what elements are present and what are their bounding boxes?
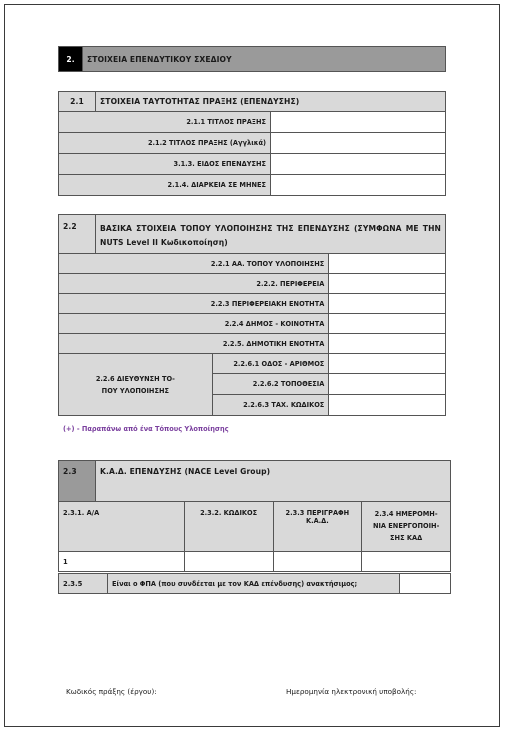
section-2-3-title: Κ.Α.Δ. ΕΠΕΝΔΥΣΗΣ (NACE Level Group)	[96, 461, 451, 502]
column-header-aa: 2.3.1. Α/Α	[59, 502, 185, 552]
vat-question: Είναι ο ΦΠΑ (που συνδέεται με τον ΚΑΔ επένδυσης) ανακτήσιμος;	[108, 574, 400, 594]
section-2-2-table	[58, 214, 446, 416]
section-2-header	[58, 46, 446, 72]
label-2-2-2: 2.2.2. ΠΕΡΙΦΕΡΕΙΑ	[59, 274, 329, 294]
field-2-2-4[interactable]	[329, 314, 446, 334]
column-header-code: 2.3.2. ΚΩΔΙΚΟΣ	[184, 502, 273, 552]
field-3-1-3[interactable]	[271, 154, 446, 175]
section-2-3-number: 2.3	[59, 461, 96, 502]
label-2-2-6-line2: ΠΟΥ ΥΛΟΠΟΙΗΣΗΣ	[101, 386, 169, 395]
label-2-2-5: 2.2.5. ΔΗΜΟΤΙΚΗ ΕΝΟΤΗΤΑ	[59, 334, 329, 354]
field-2-2-3[interactable]	[329, 294, 446, 314]
section-2-2-number: 2.2	[59, 215, 96, 254]
label-2-2-6	[59, 354, 213, 416]
vat-number: 2.3.5	[59, 574, 108, 594]
field-2-2-6-1[interactable]	[329, 354, 446, 374]
field-2-2-6-3[interactable]	[329, 395, 446, 416]
field-2-1-1[interactable]	[271, 112, 446, 133]
section-2-2-title	[96, 215, 446, 254]
multiple-locations-note: (+) - Παραπάνω από ένα Τόπους Υλοποίησης	[63, 425, 229, 433]
row-1-code-field[interactable]	[184, 552, 273, 572]
field-2-2-1[interactable]	[329, 254, 446, 274]
column-header-activation-date	[362, 502, 451, 552]
field-2-1-4[interactable]	[271, 175, 446, 196]
field-2-2-5[interactable]	[329, 334, 446, 354]
label-2-2-6-line1: 2.2.6 ΔΙΕΥΘΥΝΣΗ ΤΟ-	[95, 374, 175, 383]
section-2-1-title: ΣΤΟΙΧΕΙΑ ΤΑΥΤΟΤΗΤΑΣ ΠΡΑΞΗΣ (ΕΠΕΝΔΥΣΗΣ)	[96, 92, 446, 112]
label-2-1-4: 2.1.4. ΔΙΑΡΚΕΙΑ ΣΕ ΜΗΝΕΣ	[59, 175, 271, 196]
label-2-2-6-1: 2.2.6.1 ΟΔΟΣ - ΑΡΙΘΜΟΣ	[212, 354, 329, 374]
column-header-activation-date-line1: 2.3.4 ΗΜΕΡΟΜΗ-	[374, 510, 438, 518]
label-2-2-6-3: 2.2.6.3 ΤΑΧ. ΚΩΔΙΚΟΣ	[212, 395, 329, 416]
row-1-aa: 1	[59, 552, 185, 572]
section-2-2-title-line2: NUTS Level II Κωδικοποίηση)	[100, 238, 228, 247]
section-2-1-number: 2.1	[59, 92, 96, 112]
section-2-1-table	[58, 91, 446, 196]
submission-date-label: Ημερομηνία ηλεκτρονική υποβολής:	[286, 687, 417, 696]
row-1-description-field[interactable]	[273, 552, 362, 572]
label-2-2-1: 2.2.1 ΑΑ. ΤΟΠΟΥ ΥΛΟΠΟΙΗΣΗΣ	[59, 254, 329, 274]
field-2-2-2[interactable]	[329, 274, 446, 294]
label-2-1-1: 2.1.1 ΤΙΤΛΟΣ ΠΡΑΞΗΣ	[59, 112, 271, 133]
column-header-activation-date-line3: ΣΗΣ ΚΑΔ	[390, 534, 423, 542]
field-2-1-2[interactable]	[271, 133, 446, 154]
column-header-description: 2.3.3 ΠΕΡΙΓΡΑΦΗ Κ.Α.Δ.	[273, 502, 362, 552]
section-2-2-title-line1: ΒΑΣΙΚΑ ΣΤΟΙΧΕΙΑ ΤΟΠΟΥ ΥΛΟΠΟΙΗΣΗΣ ΤΗΣ ΕΠΕΝΔΥΣΗΣ (ΣΥΜΦΩΝΑ ΜΕ ΤΗΝ	[100, 224, 441, 233]
vat-answer-field[interactable]	[400, 574, 451, 594]
field-2-2-6-2[interactable]	[329, 374, 446, 395]
section-2-title: ΣΤΟΙΧΕΙΑ ΕΠΕΝΔΥΤΙΚΟΥ ΣΧΕΔΙΟΥ	[83, 47, 446, 72]
label-2-1-2: 2.1.2 ΤΙΤΛΟΣ ΠΡΑΞΗΣ (Αγγλικά)	[59, 133, 271, 154]
section-2-number: 2.	[59, 47, 83, 72]
label-2-2-4: 2.2.4 ΔΗΜΟΣ - ΚΟΙΝΟΤΗΤΑ	[59, 314, 329, 334]
section-2-3-table	[58, 460, 451, 572]
label-2-2-6-2: 2.2.6.2 ΤΟΠΟΘΕΣΙΑ	[212, 374, 329, 395]
label-2-2-3: 2.2.3 ΠΕΡΙΦΕΡΕΙΑΚΗ ΕΝΟΤΗΤΑ	[59, 294, 329, 314]
label-3-1-3: 3.1.3. ΕΙΔΟΣ ΕΠΕΝΔΥΣΗΣ	[59, 154, 271, 175]
row-1-activation-date-field[interactable]	[362, 552, 451, 572]
project-code-label: Κωδικός πράξης (έργου):	[66, 687, 157, 696]
column-header-activation-date-line2: ΝΙΑ ΕΝΕΡΓΟΠΟΙΗ-	[372, 522, 440, 530]
vat-question-table	[58, 573, 451, 594]
